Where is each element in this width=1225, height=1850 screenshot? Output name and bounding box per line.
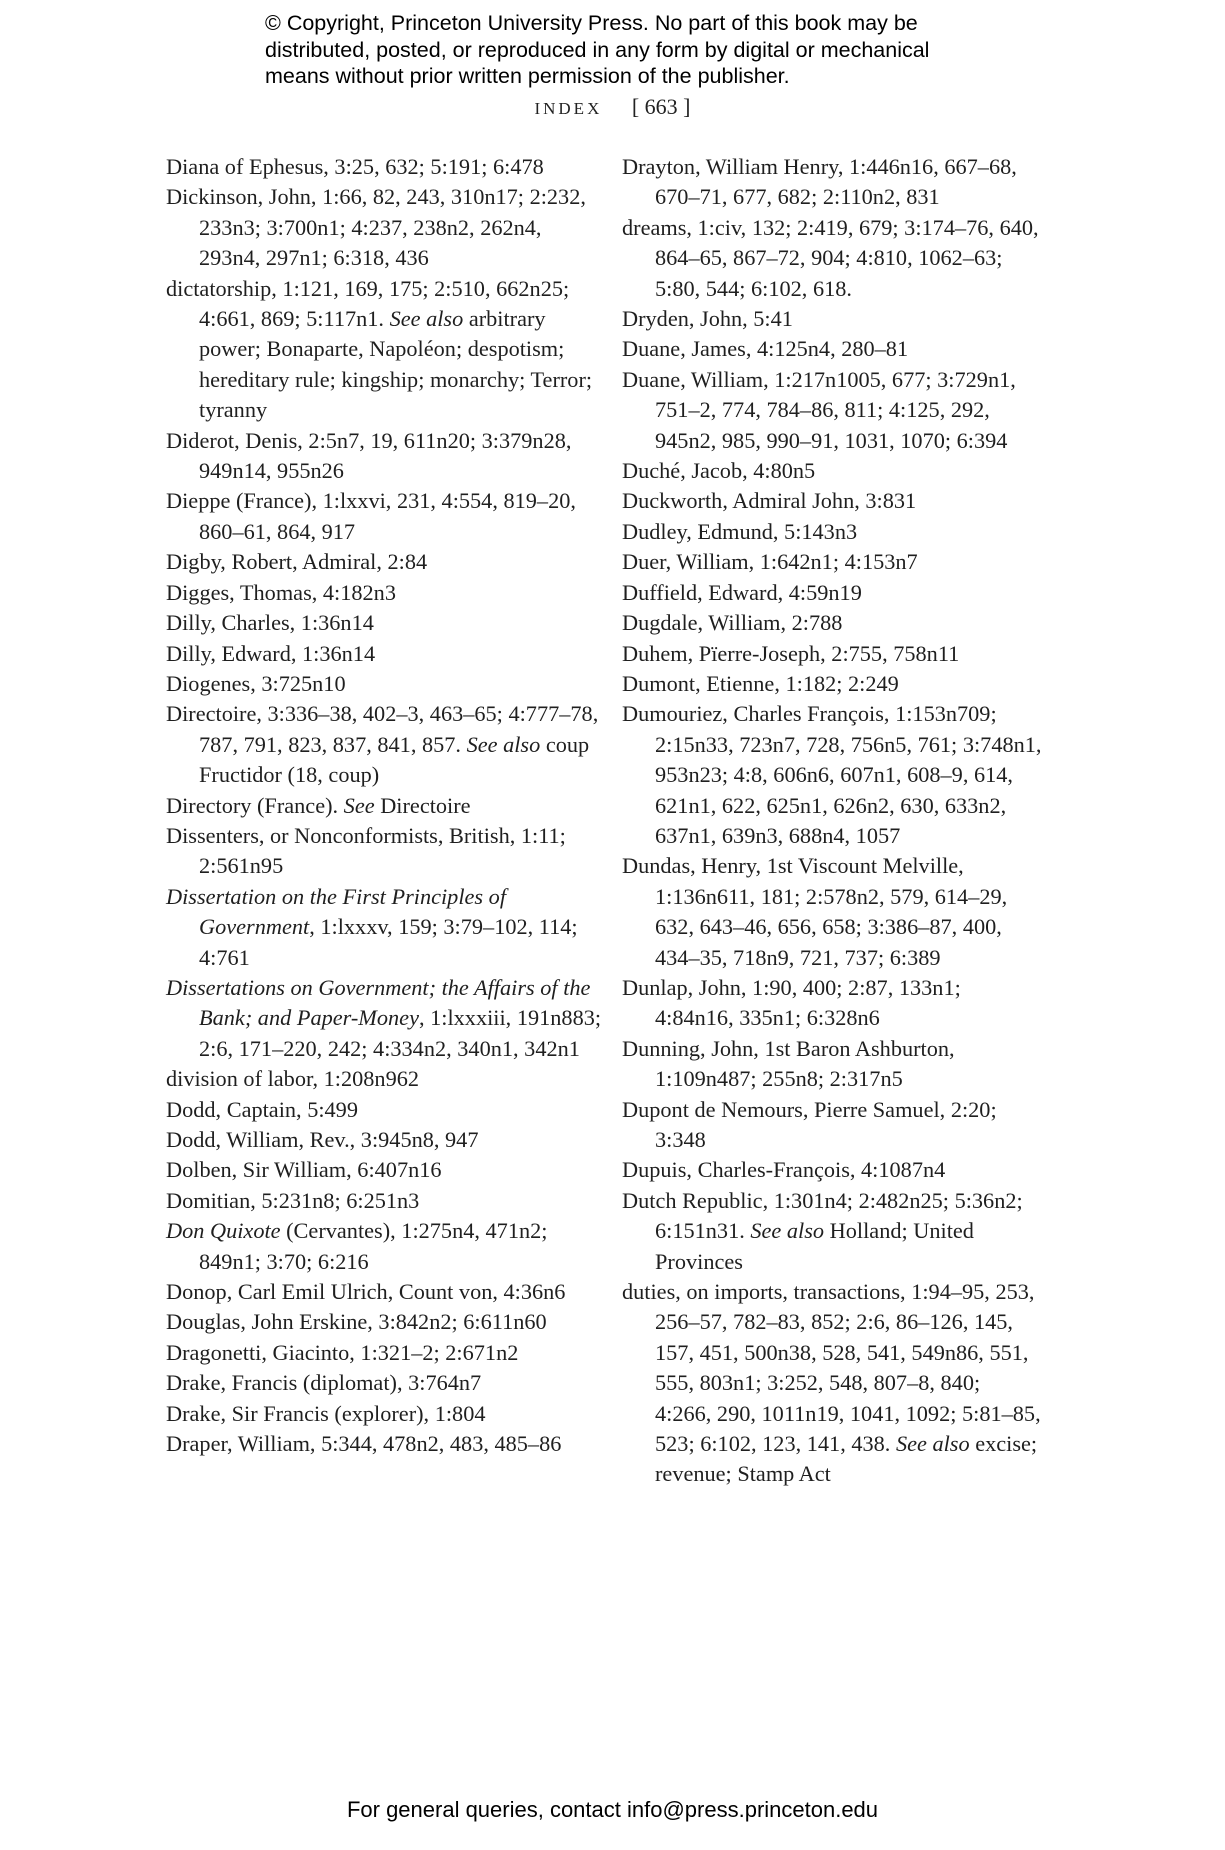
index-column-right [622,152,1042,1490]
index-entry [166,547,606,577]
copyright-line-1: © Copyright, Princeton University Press. No part of this book may be [265,11,918,35]
index-entry [622,851,1042,973]
index-entry [622,1155,1042,1185]
index-entry [622,213,1042,304]
index-entry-text: dictatorship, 1:121, 169, 175; 2:510, 662n25; 4:661, 869; 5:117n1. [166,275,570,332]
index-entry [166,1307,606,1337]
index-entry-text: dreams, 1:civ, 132; 2:419, 679; 3:174–76, 640, 864–65, 867–72, 904; 4:810, 1062–63; 5:80, 544; 6:102, 618. [622,214,1039,301]
index-entry-text: Dryden, John, 5:41 [622,306,793,332]
copyright-line-3: means without prior written permission of the publisher. [265,64,790,88]
index-entry [166,669,606,699]
index-entry-text: Dieppe (France), 1:lxxvi, 231, 4:554, 819–20, 860–61, 864, 917 [166,488,576,544]
index-entry [622,973,1042,1034]
index-entry-text: division of labor, 1:208n962 [166,1066,420,1092]
index-entry [166,639,606,669]
index-entry-text: Duché, Jacob, 4:80n5 [622,458,816,484]
index-entry-text: Directory (France). [166,792,344,818]
index-entry [622,1277,1042,1490]
index-entry [166,973,606,1064]
index-entry [622,517,1042,547]
index-entry [622,456,1042,486]
index-entry-text: Drake, Sir Francis (explorer), 1:804 [166,1400,486,1426]
index-entry [166,1095,606,1125]
index-entry [166,1368,606,1398]
copyright-notice [265,10,1025,90]
index-entry [166,1186,606,1216]
index-entry-text: Dragonetti, Giacinto, 1:321–2; 2:671n2 [166,1339,519,1365]
index-entry-text: Dilly, Charles, 1:36n14 [166,610,374,636]
index-entry-text: Duane, William, 1:217n1005, 677; 3:729n1, 751–2, 774, 784–86, 811; 4:125, 292, 945n2, 985, 990–91, 1031, 1070; 6:394 [622,366,1016,453]
index-entry-italic: See also [389,306,464,332]
index-entry-text: coup Fructidor (18, coup) [199,731,590,788]
index-entry [622,699,1042,851]
index-entry [166,608,606,638]
index-entry-italic: Dissertations on Government; the Affairs of the Bank; and Paper-Money [166,974,591,1031]
index-entry-text: Dunlap, John, 1:90, 400; 2:87, 133n1; 4:84n16, 335n1; 6:328n6 [622,974,961,1031]
index-entry-text: , 1:lxxxiii, 191n883; 2:6, 171–220, 242; 4:334n2, 340n1, 342n1 [199,1005,602,1061]
index-entry-text: Dolben, Sir William, 6:407n16 [166,1157,442,1183]
index-entry-text: Duckworth, Admiral John, 3:831 [622,488,917,514]
running-head [0,94,1225,120]
index-entry [166,1125,606,1155]
index-entry-italic: See also [895,1431,970,1457]
index-entry [166,274,606,426]
index-entry-text: Dodd, Captain, 5:499 [166,1096,358,1122]
section-label: INDEX [534,99,603,118]
index-entry-italic: Don Quixote [166,1218,281,1244]
index-entry [166,486,606,547]
index-entry-text: Diderot, Denis, 2:5n7, 19, 611n20; 3:379n28, 949n14, 955n26 [166,427,572,484]
index-column-left [166,152,606,1459]
index-entry-text: Diogenes, 3:725n10 [166,670,346,696]
index-entry-text: Draper, William, 5:344, 478n2, 483, 485–86 [166,1431,562,1457]
index-entry [622,639,1042,669]
index-entry [166,1277,606,1307]
index-entry [166,699,606,790]
index-entry [622,304,1042,334]
index-entry-text: Dickinson, John, 1:66, 82, 243, 310n17; 2:232, 233n3; 3:700n1; 4:237, 238n2, 262n4, 293n4, 297n1; 6:318, 436 [166,184,586,271]
index-entry [166,578,606,608]
index-entry-text: (Cervantes), 1:275n4, 471n2; 849n1; 3:70; 6:216 [199,1218,548,1274]
index-entry [622,547,1042,577]
index-entry-text: Directoire, 3:336–38, 402–3, 463–65; 4:777–78, 787, 791, 823, 837, 841, 857. [166,701,599,757]
footer-contact: For general queries, contact info@press.princeton.edu [346,1797,879,1822]
index-entry-text: Digges, Thomas, 4:182n3 [166,579,396,605]
index-entry-text: arbitrary power; Bonaparte, Napoléon; despotism; hereditary rule; kingship; monarchy; Terror; tyranny [199,306,593,423]
page-number: [ 663 ] [631,94,691,119]
index-entry [166,791,606,821]
index-entry-text: Dutch Republic, 1:301n4; 2:482n25; 5:36n2; 6:151n31. [622,1187,1023,1244]
index-entry [166,182,606,273]
index-entry [166,426,606,487]
index-entry-text: Drake, Francis (diplomat), 3:764n7 [166,1370,482,1396]
index-entry-text: Dodd, William, Rev., 3:945n8, 947 [166,1127,479,1152]
index-entry [622,334,1042,364]
index-entry [622,1095,1042,1156]
index-entry [166,152,606,182]
index-entry-text: Dunning, John, 1st Baron Ashburton, 1:109n487; 255n8; 2:317n5 [622,1035,955,1092]
index-entry-text: Duhem, Pïerre-Joseph, 2:755, 758n11 [622,640,960,666]
index-entry-text: Dumouriez, Charles François, 1:153n709; 2:15n33, 723n7, 728, 756n5, 761; 3:748n1, 953n23; 4:8, 606n6, 607n1, 608–9, 614, 621n1, 622, 625n1, 626n2, 630, 633n2, 637n1, 639n3, 688n4, 1057 [622,701,1042,848]
index-entry [622,669,1042,699]
index-entry-text: Duffield, Edward, 4:59n19 [622,579,862,605]
index-entry [166,1429,606,1459]
index-entry [622,365,1042,456]
index-entry-text: Dupont de Nemours, Pierre Samuel, 2:20; 3:348 [622,1096,997,1152]
index-entry-text: Digby, Robert, Admiral, 2:84 [166,549,428,575]
index-entry-text: Drayton, William Henry, 1:446n16, 667–68, 670–71, 677, 682; 2:110n2, 831 [622,154,1017,210]
index-entry-text: Douglas, John Erskine, 3:842n2; 6:611n60 [166,1309,547,1335]
copyright-line-2: distributed, posted, or reproduced in any form by digital or mechanical [265,37,930,62]
index-entry [622,1186,1042,1277]
index-entry [166,1155,606,1185]
index-entry [622,486,1042,516]
index-entry-text: Duane, James, 4:125n4, 280–81 [622,336,909,362]
index-entry [622,1034,1042,1095]
index-entry-text: Domitian, 5:231n8; 6:251n3 [166,1187,420,1213]
index-entry-text: excise; revenue; Stamp Act [655,1431,1038,1487]
index-entry-text: Diana of Ephesus, 3:25, 632; 5:191; 6:478 [166,154,544,179]
index-entry-italic: See also [466,731,541,757]
index-entry-text: Dundas, Henry, 1st Viscount Melville, 1:136n611, 181; 2:578n2, 579, 614–29, 632, 643–46, 656, 658; 3:386–87, 400, 434–35, 718n9, 721, 737; 6:389 [622,853,1008,970]
index-entry-text: Duer, William, 1:642n1; 4:153n7 [622,549,918,575]
index-entry [622,608,1042,638]
index-entry-italic: See also [750,1218,825,1244]
index-entry-text: Dugdale, William, 2:788 [622,610,843,636]
index-entry-text: Donop, Carl Emil Ulrich, Count von, 4:36n6 [166,1279,566,1305]
index-entry [166,821,606,882]
index-entry-text: Directoire [374,792,471,818]
index-entry-text: Dupuis, Charles-François, 4:1087n4 [622,1157,946,1183]
index-entry [622,152,1042,213]
index-entry-text: , 1:lxxxv, 159; 3:79–102, 114; 4:761 [199,914,578,970]
index-entry [166,1216,606,1277]
index-entry-text: duties, on imports, transactions, 1:94–95, 253, 256–57, 782–83, 852; 2:6, 86–126, 145, 157, 451, 500n38, 528, 541, 549n86, 551, 555, 803n1; 3:252, 548, 807–8, 840; 4:266, 290, 1011n19, 1041, 1092; 5:81–85, 523; 6:102, 123, 141, 438. [622,1279,1041,1457]
index-entry-italic: Dissertation on the First Principles of Government [166,883,507,940]
index-entry-italic: See [343,792,375,818]
index-entry [166,1338,606,1368]
index-entry-text: Dissenters, or Nonconformists, British, 1:11; 2:561n95 [166,822,566,879]
index-entry [166,1064,606,1094]
index-entry-text: Holland; United Provinces [655,1218,974,1274]
index-entry-text: Dudley, Edmund, 5:143n3 [622,518,858,544]
index-entry-text: Dilly, Edward, 1:36n14 [166,640,376,666]
index-entry [166,1399,606,1429]
index-entry [166,882,606,973]
index-entry [622,578,1042,608]
index-entry-text: Dumont, Etienne, 1:182; 2:249 [622,670,899,696]
